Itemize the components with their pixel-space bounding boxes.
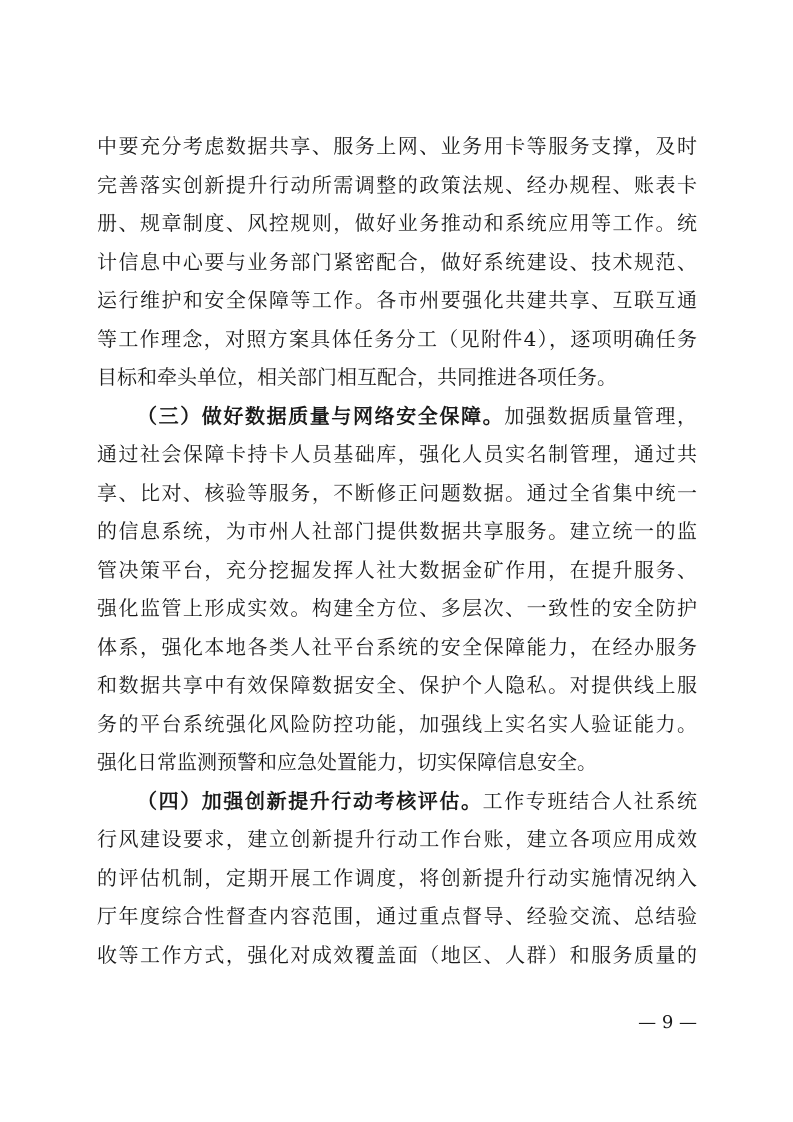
paragraph-line: 计信息中心要与业务部门紧密配合，做好系统建设、技术规范、 [97, 249, 697, 274]
paragraph-line: 和数据共享中有效保障数据安全、保护个人隐私。对提供线上服 [97, 673, 697, 697]
heading-line-rest: 加强数据质量管理， [504, 403, 697, 428]
paragraph-line: 强化日常监测预警和应急处置能力，切实保障信息安全。 [97, 750, 597, 774]
paragraph-line: 享、比对、核验等服务，不断修正问题数据。通过全省集中统一 [97, 480, 697, 505]
paragraph-line: 管决策平台，充分挖掘发挥人社大数据金矿作用，在提升服务、 [97, 557, 697, 582]
body-text [97, 127, 697, 974]
paragraph-line: 体系，强化本地各类人社平台系统的安全保障能力，在经办服务 [97, 634, 697, 659]
paragraph-line: 收等工作方式，强化对成效覆盖面（地区、人群）和服务质量的 [97, 942, 697, 967]
paragraph-line: 务的平台系统强化风险防控功能，加强线上实名实人验证能力。 [97, 711, 697, 736]
paragraph-line: 等工作理念，对照方案具体任务分工（见附件4），逐项明确任务 [97, 326, 697, 351]
paragraph-line: 中要充分考虑数据共享、服务上网、业务用卡等服务支撑，及时 [97, 134, 697, 158]
paragraph-line: 的信息系统，为市州人社部门提供数据共享服务。建立统一的监 [97, 519, 697, 543]
section-heading-line [97, 397, 697, 436]
paragraph-line: 通过社会保障卡持卡人员基础库，强化人员实名制管理，通过共 [97, 442, 697, 466]
paragraph-line: 强化监管上形成实效。构建全方位、多层次、一致性的安全防护 [97, 596, 697, 620]
heading-line-rest: 工作专班结合人社系统 [482, 788, 697, 813]
paragraph-line: 目标和牵头单位，相关部门相互配合，共同推进各项任务。 [97, 365, 617, 389]
paragraph-line: 册、规章制度、风控规则，做好业务推动和系统应用等工作。统 [97, 211, 697, 235]
paragraph-line: 的评估机制，定期开展工作调度，将创新提升行动实施情况纳入 [97, 865, 697, 890]
section-heading: （四）加强创新提升行动考核评估。 [137, 788, 483, 813]
paragraph-line: 运行维护和安全保障等工作。各市州要强化共建共享、互联互通 [97, 288, 697, 312]
paragraph-line: 行风建设要求，建立创新提升行动工作台账，建立各项应用成效 [97, 827, 697, 851]
paragraph-line: 完善落实创新提升行动所需调整的政策法规、经办规程、账表卡 [97, 172, 697, 197]
section-heading-line [97, 782, 697, 821]
paragraph-line: 厅年度综合性督查内容范围，通过重点督导、经验交流、总结验 [97, 904, 697, 928]
section-heading: （三）做好数据质量与网络安全保障。 [137, 403, 505, 428]
page-number: — 9 — [638, 1012, 697, 1033]
